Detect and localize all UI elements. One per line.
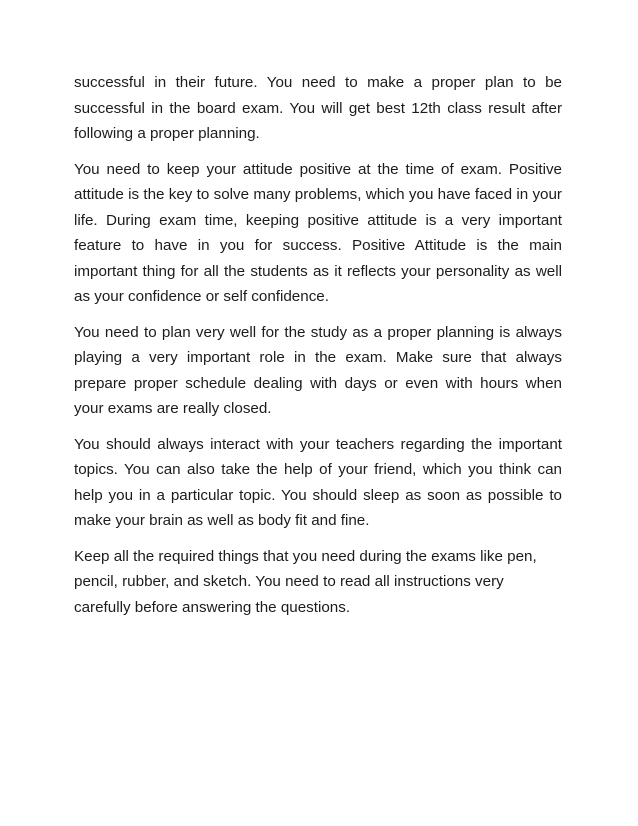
- paragraph-continuation: successful in their future. You need to make a proper plan to be successful in the board exam. You will get best 12th class result after following a proper planning.: [74, 74, 562, 142]
- paragraph-positive-attitude: You need to keep your attitude positive at the time of exam. Positive attitude is the key to solve many problems, which you have faced in your life. During exam time, keeping positive attitude is a very important feature to have in you for success. Positive Attitude is the main important thing for all the students as it reflects your personality as well as your confidence or self confidence.: [74, 160, 562, 305]
- paragraph-teachers-help: You should always interact with your teachers regarding the important topics. You can also take the help of your friend, which you think can help you in a particular topic. You should sleep as soon as possible to make your brain as well as body fit and fine.: [74, 435, 562, 529]
- document-body: [74, 70, 562, 630]
- paragraph-study-planning: You need to plan very well for the study as a proper planning is always playing a very important role in the exam. Make sure that always prepare proper schedule dealing with days or even with hours when your exams are really closed.: [74, 323, 562, 417]
- paragraph-required-things: Keep all the required things that you need during the exams like pen, pencil, rubber, and sketch. You need to read all instructions very carefully before answering the questions.: [74, 547, 537, 616]
